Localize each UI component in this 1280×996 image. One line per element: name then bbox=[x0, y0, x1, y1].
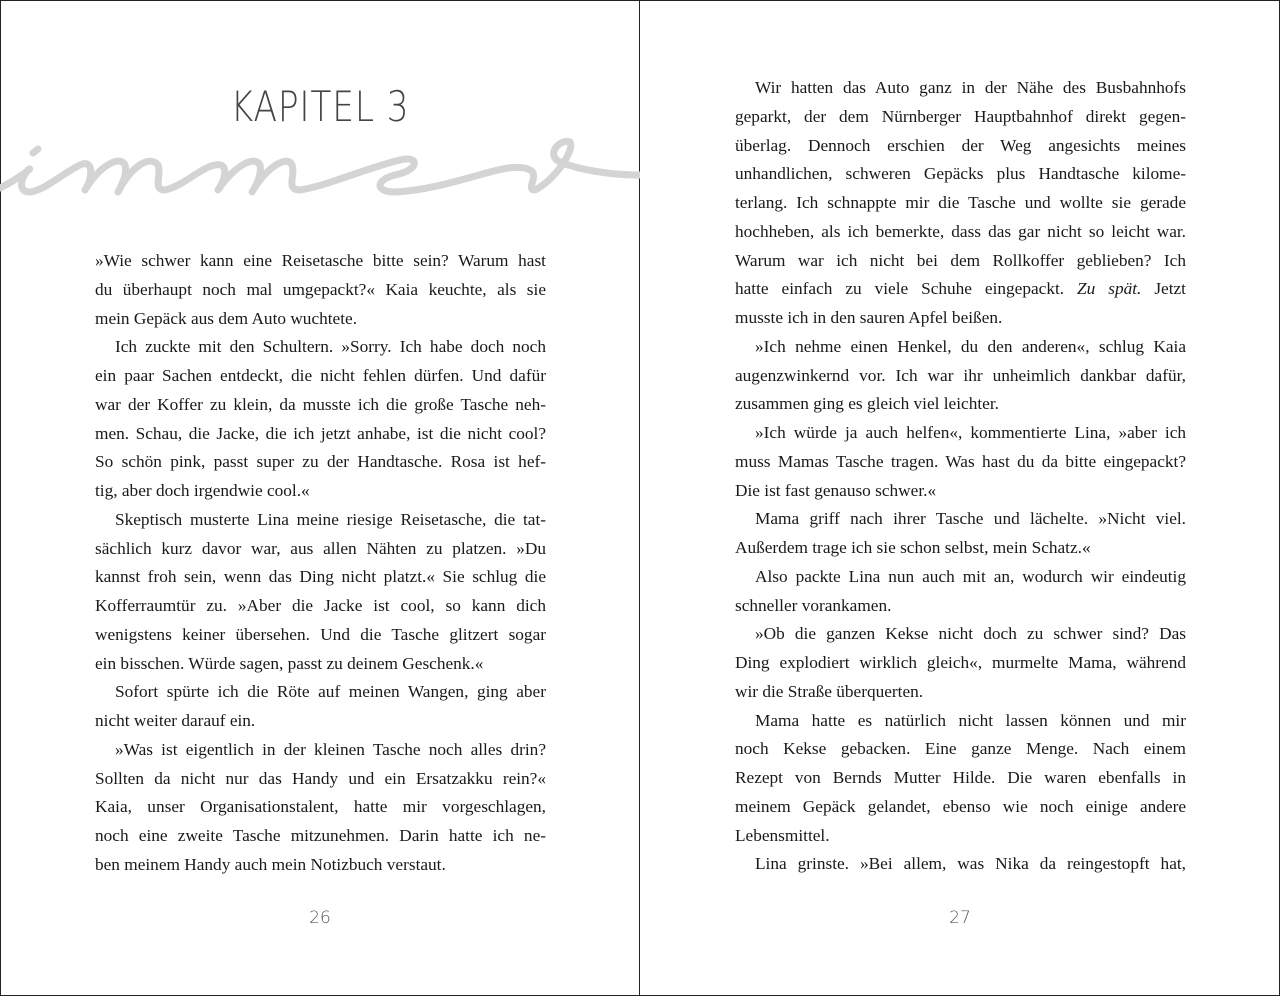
script-word-immer-decoration bbox=[0, 130, 640, 200]
text-line: Mama griff nach ihrer Tasche und lächelte. »Nicht viel. bbox=[755, 509, 1186, 529]
text-line: Also packte Lina nun auch mit an, wodurch wir eindeutig bbox=[755, 566, 1186, 586]
text-line: hochheben, als ich bemerkte, dass das gar nicht so leicht war. bbox=[735, 221, 1186, 241]
text-line: Wir hatten das Auto ganz in der Nähe des Busbahnhofs bbox=[755, 78, 1186, 97]
text-line: nicht weiter darauf ein. bbox=[95, 711, 256, 730]
text-line: Ding explodiert wirklich gleich«, murmelte Mama, während bbox=[735, 653, 1186, 672]
text-line: geparkt, der dem Nürnberger Hauptbahnhof direkt gegen- bbox=[735, 106, 1186, 126]
text-line: Außerdem trage ich sie schon selbst, mein Schatz.« bbox=[735, 538, 1091, 557]
text-line: Skeptisch musterte Lina meine riesige Reisetasche, die tat- bbox=[115, 509, 546, 529]
text-line: augenzwinkernd vor. Ich war ihr unheimlich dankbar dafür, bbox=[735, 365, 1186, 385]
text-line: Warum war ich nicht bei dem Rollkoffer geblieben? Ich bbox=[735, 250, 1186, 270]
text-line: noch Kekse gebacken. Eine ganze Menge. Nach einem bbox=[735, 739, 1186, 759]
text-line: »Ich würde ja auch helfen«, kommentierte Lina, »aber ich bbox=[755, 423, 1186, 442]
text-line: Kaia, unser Organisationstalent, hatte mir vorgeschlagen, bbox=[95, 797, 546, 817]
text-line: tig, aber doch irgendwie cool.« bbox=[95, 481, 310, 500]
text-line: meinem Gepäck gelandet, ebenso wie noch einige andere bbox=[735, 796, 1186, 816]
text-line: Sofort spürte ich die Röte auf meinen Wangen, ging aber bbox=[115, 682, 546, 702]
text-line: schneller vorankamen. bbox=[735, 595, 892, 615]
text-line: »Ob die ganzen Kekse nicht doch zu schwer sind? Das bbox=[755, 624, 1186, 644]
text-line: zusammen ging es gleich viel leichter. bbox=[735, 394, 999, 414]
text-line: war der Koffer zu klein, da musste ich die große Tasche neh- bbox=[95, 394, 546, 414]
text-line: »Wie schwer kann eine Reisetasche bitte sein? Warum hast bbox=[95, 251, 546, 270]
text-line: ein bisschen. Würde sagen, passt zu deinem Geschenk.« bbox=[95, 653, 484, 673]
text-line: Lina grinste. »Bei allem, was Nika da reingestopft hat, bbox=[755, 854, 1186, 874]
text-line: Rezept von Bernds Mutter Hilde. Die waren ebenfalls in bbox=[735, 768, 1186, 787]
text-line: ben meinem Handy auch mein Notizbuch verstaut. bbox=[95, 854, 446, 874]
text-line: muss Mamas Tasche tragen. Was hast du da bitte eingepackt? bbox=[735, 451, 1186, 471]
text-line: »Was ist eigentlich in der kleinen Tasche noch alles drin? bbox=[115, 739, 546, 759]
text-line: Lebensmittel. bbox=[735, 825, 830, 845]
text-line: noch eine zweite Tasche mitzunehmen. Darin hatte ich ne- bbox=[95, 826, 546, 845]
text-line: hatte einfach zu viele Schuhe eingepackt. Zu spät. Jetzt bbox=[735, 279, 1186, 299]
text-line: »Ich nehme einen Henkel, du den anderen«, schlug Kaia bbox=[755, 336, 1186, 356]
text-line: ein paar Sachen entdeckt, die nicht fehlen dürfen. Und dafür bbox=[95, 366, 546, 385]
text-line: Mama hatte es natürlich nicht lassen können und mir bbox=[755, 710, 1186, 730]
text-line: wenigstens keiner übersehen. Und die Tasche glitzert sogar bbox=[95, 624, 546, 644]
text-line: Sollten da nicht nur das Handy und ein Ersatzakku rein?« bbox=[95, 768, 546, 788]
text-line: wir die Straße überquerten. bbox=[735, 681, 924, 701]
text-line: mein Gepäck aus dem Auto wuchtete. bbox=[95, 308, 358, 328]
text-line: Kofferraumtür zu. »Aber die Jacke ist cool, so kann dich bbox=[95, 596, 546, 615]
text-line: sächlich kurz davor war, aus allen Nähten zu platzen. »Du bbox=[95, 538, 546, 558]
text-line: unhandlichen, schweren Gepäcks plus Handtasche kilome- bbox=[735, 164, 1186, 184]
text-line: kannst froh sein, wenn das Ding nicht platzt.« Sie schlug die bbox=[95, 567, 546, 587]
text-line: Ich zuckte mit den Schultern. »Sorry. Ich habe doch noch bbox=[115, 337, 546, 357]
text-line: überlag. Dennoch erschien der Weg angesichts meines bbox=[735, 135, 1186, 155]
chapter-title: KAPITEL 3 bbox=[230, 82, 410, 131]
text-line: men. Schau, die Jacke, die ich jetzt anhabe, ist die nicht cool? bbox=[95, 423, 546, 443]
page-number-left: 26 bbox=[309, 908, 331, 928]
text-line: du überhaupt noch mal umgepackt?« Kaia keuchte, als sie bbox=[95, 279, 546, 299]
text-line: musste ich in den sauren Apfel beißen. bbox=[735, 308, 1003, 327]
text-line: Die ist fast genauso schwer.« bbox=[735, 480, 937, 500]
emphasis-text: Zu spät. bbox=[1077, 279, 1142, 299]
text-line: terlang. Ich schnappte mir die Tasche und wollte sie gerade bbox=[735, 193, 1186, 212]
left-page-body-text bbox=[95, 247, 546, 880]
right-page-body-text bbox=[735, 74, 1186, 879]
page-number-right: 27 bbox=[949, 908, 971, 928]
text-line: So schön pink, passt super zu der Handtasche. Rosa ist hef- bbox=[95, 452, 546, 472]
